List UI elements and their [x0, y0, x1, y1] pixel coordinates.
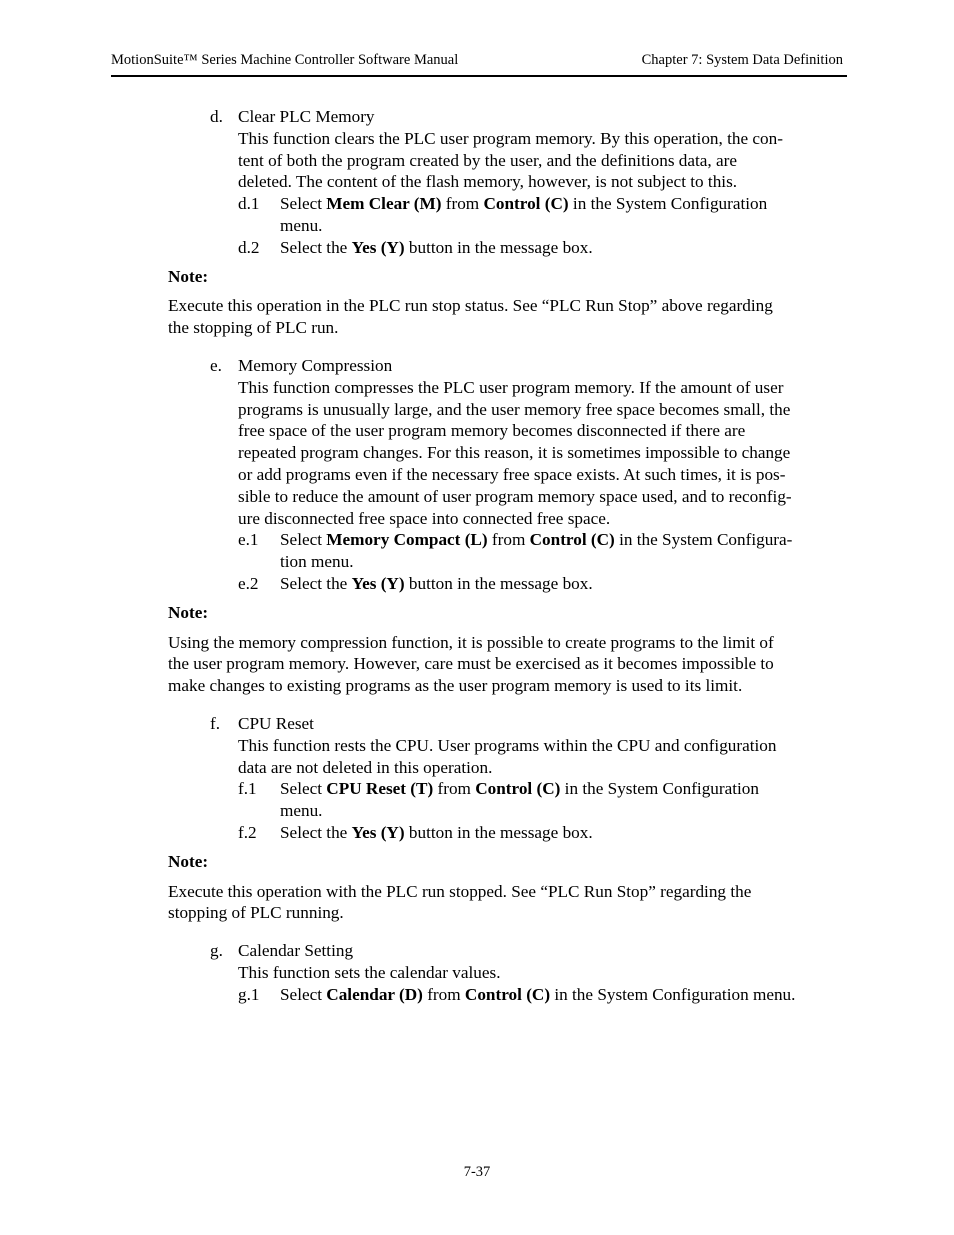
item-title: Clear PLC Memory	[238, 107, 375, 126]
step-text: Select the	[280, 573, 352, 593]
item-marker: f.	[210, 713, 221, 733]
item-title: Calendar Setting	[238, 941, 354, 961]
step-g1	[168, 984, 844, 1006]
step-text: from	[441, 194, 484, 214]
step-text: Select the	[280, 237, 352, 257]
note-line: Using the memory compression function, it is possible to create programs to the limit of	[168, 632, 774, 652]
step-text: button in the message box.	[404, 573, 593, 593]
item-body-line: repeated program changes. For this reason, it is sometimes impossible to change	[238, 443, 791, 463]
item-title: Memory Compression	[238, 355, 393, 375]
item-body-line: ure disconnected free space into connected free space.	[238, 508, 611, 528]
menu-command: Calendar (D)	[326, 984, 423, 1004]
note-body	[168, 632, 844, 697]
item-title: CPU Reset	[238, 713, 314, 733]
item-body-line: sible to reduce the amount of user program memory space used, and to reconfig-	[238, 486, 792, 506]
item-marker: d.	[210, 107, 223, 126]
button-name: Yes (Y)	[351, 573, 405, 593]
note-line: the user program memory. However, care must be exercised as it becomes impossible to	[168, 654, 774, 674]
step-marker: d.1	[238, 194, 260, 214]
step-text: from	[422, 984, 465, 1004]
menu-name: Control (C)	[483, 194, 569, 214]
note-heading: Note:	[168, 602, 209, 622]
step-d2	[168, 237, 844, 259]
step-f1	[168, 778, 844, 822]
button-name: Yes (Y)	[351, 237, 405, 257]
step-marker: f.2	[238, 822, 257, 842]
page-content	[168, 106, 844, 1005]
step-text: Select	[280, 984, 327, 1004]
item-body-line: data are not deleted in this operation.	[238, 757, 493, 777]
step-marker: e.1	[238, 530, 259, 550]
note-line: make changes to existing programs as the user program memory is used to its limit.	[168, 676, 743, 696]
item-marker: g.	[210, 941, 223, 961]
step-e2	[168, 573, 844, 595]
step-text: in the System Configuration menu.	[550, 984, 796, 1004]
step-text: in the System Configuration	[560, 779, 759, 799]
step-text: from	[433, 779, 476, 799]
menu-command: Memory Compact (L)	[326, 530, 488, 550]
note-line: Execute this operation in the PLC run stop status. See “PLC Run Stop” above regarding	[168, 296, 773, 316]
step-marker: f.1	[238, 779, 257, 799]
section-calendar-setting	[168, 940, 844, 984]
step-text: Select the	[280, 822, 352, 842]
page-header	[111, 51, 847, 77]
page-number: 7-37	[463, 1164, 491, 1180]
menu-name: Control (C)	[464, 984, 551, 1004]
step-text: Select	[280, 779, 327, 799]
button-name: Yes (Y)	[351, 822, 405, 842]
note-line: the stopping of PLC run.	[168, 318, 339, 338]
step-text: button in the message box.	[404, 237, 593, 257]
step-d1	[168, 193, 844, 237]
note-heading: Note:	[168, 266, 209, 286]
note-line: stopping of PLC running.	[168, 903, 344, 923]
note-body	[168, 295, 844, 339]
item-body-line: This function compresses the PLC user program memory. If the amount of user	[238, 377, 784, 397]
note-body	[168, 881, 844, 925]
step-text: in the System Configuration	[568, 194, 768, 214]
step-text: menu.	[280, 801, 323, 821]
section-clear-plc-memory	[168, 106, 844, 193]
item-body-line: deleted. The content of the flash memory, however, is not subject to this.	[238, 172, 738, 192]
item-body-line: or add programs even if the necessary free space exists. At such times, it is pos-	[238, 464, 786, 484]
menu-command: CPU Reset (T)	[326, 779, 434, 799]
note-line: Execute this operation with the PLC run stopped. See “PLC Run Stop” regarding the	[168, 881, 752, 901]
step-marker: d.2	[238, 237, 260, 257]
step-f2	[168, 822, 844, 844]
step-text: Select	[280, 530, 327, 550]
step-marker: e.2	[238, 573, 259, 593]
chapter-title: Chapter 7: System Data Definition	[641, 52, 843, 68]
menu-command: Mem Clear (M)	[326, 194, 442, 214]
section-cpu-reset	[168, 713, 844, 778]
manual-title: MotionSuite™ Series Machine Controller Software Manual	[111, 52, 459, 68]
item-body-line: tent of both the program created by the user, and the definitions data, are	[238, 150, 737, 170]
item-body-line: This function sets the calendar values.	[238, 962, 501, 982]
step-text: Select	[280, 194, 327, 214]
step-marker: g.1	[238, 984, 260, 1004]
item-body-line: programs is unusually large, and the user memory free space becomes small, the	[238, 399, 791, 419]
item-marker: e.	[210, 355, 222, 375]
step-text: in the System Configura-	[614, 530, 793, 550]
item-body-line: This function rests the CPU. User programs within the CPU and configuration	[238, 735, 777, 755]
step-text: tion menu.	[280, 552, 354, 572]
menu-name: Control (C)	[475, 779, 561, 799]
item-body-line: This function clears the PLC user program memory. By this operation, the con-	[238, 128, 783, 148]
note-heading: Note:	[168, 851, 209, 871]
menu-name: Control (C)	[529, 530, 615, 550]
section-memory-compression	[168, 355, 844, 529]
step-e1	[168, 529, 844, 573]
step-text: menu.	[280, 215, 323, 235]
step-text: button in the message box.	[404, 822, 593, 842]
item-body-line: free space of the user program memory becomes disconnected if there are	[238, 421, 746, 441]
step-text: from	[487, 530, 530, 550]
